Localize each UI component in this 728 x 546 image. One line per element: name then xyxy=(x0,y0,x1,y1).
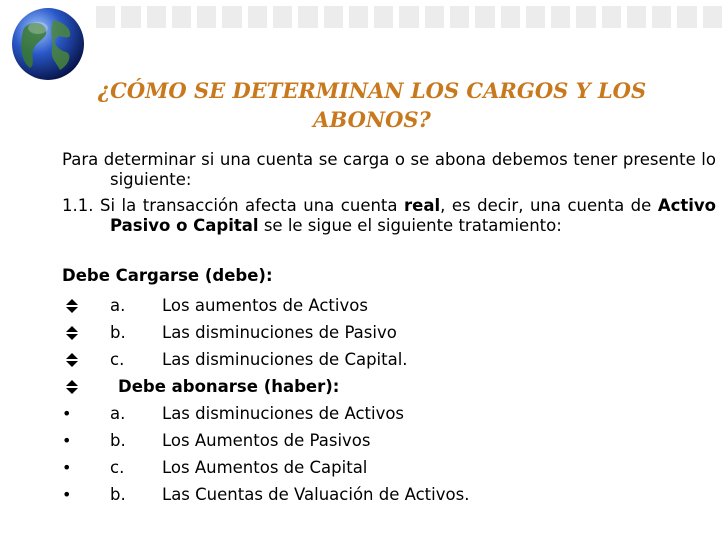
double-arrow-bullet-icon xyxy=(62,375,82,399)
slide-title: ¿CÓMO SE DETERMINAN LOS CARGOS Y LOS ABONOS? xyxy=(97,78,647,132)
double-arrow-bullet-icon xyxy=(62,321,82,345)
debe-heading: Debe Cargarse (debe): xyxy=(62,266,273,285)
dot-bullet-icon: • xyxy=(62,431,72,450)
header-decoration xyxy=(96,6,722,28)
dot-bullet-icon: • xyxy=(62,404,72,423)
rule-paragraph: 1.1. Si la transacción afecta una cuenta real, es decir, una cuenta de Activo Pasivo o Capital se le sigue el siguiente tratamiento: xyxy=(62,196,716,235)
globe-icon xyxy=(10,6,86,82)
dot-bullet-icon: • xyxy=(62,458,72,477)
double-arrow-bullet-icon xyxy=(62,348,82,372)
haber-heading: Debe abonarse (haber): xyxy=(118,377,340,396)
dot-bullet-icon: • xyxy=(62,485,72,504)
double-arrow-bullet-icon xyxy=(62,294,82,318)
intro-paragraph: Para determinar si una cuenta se carga o se abona debemos tener presente lo siguiente: xyxy=(62,150,716,189)
